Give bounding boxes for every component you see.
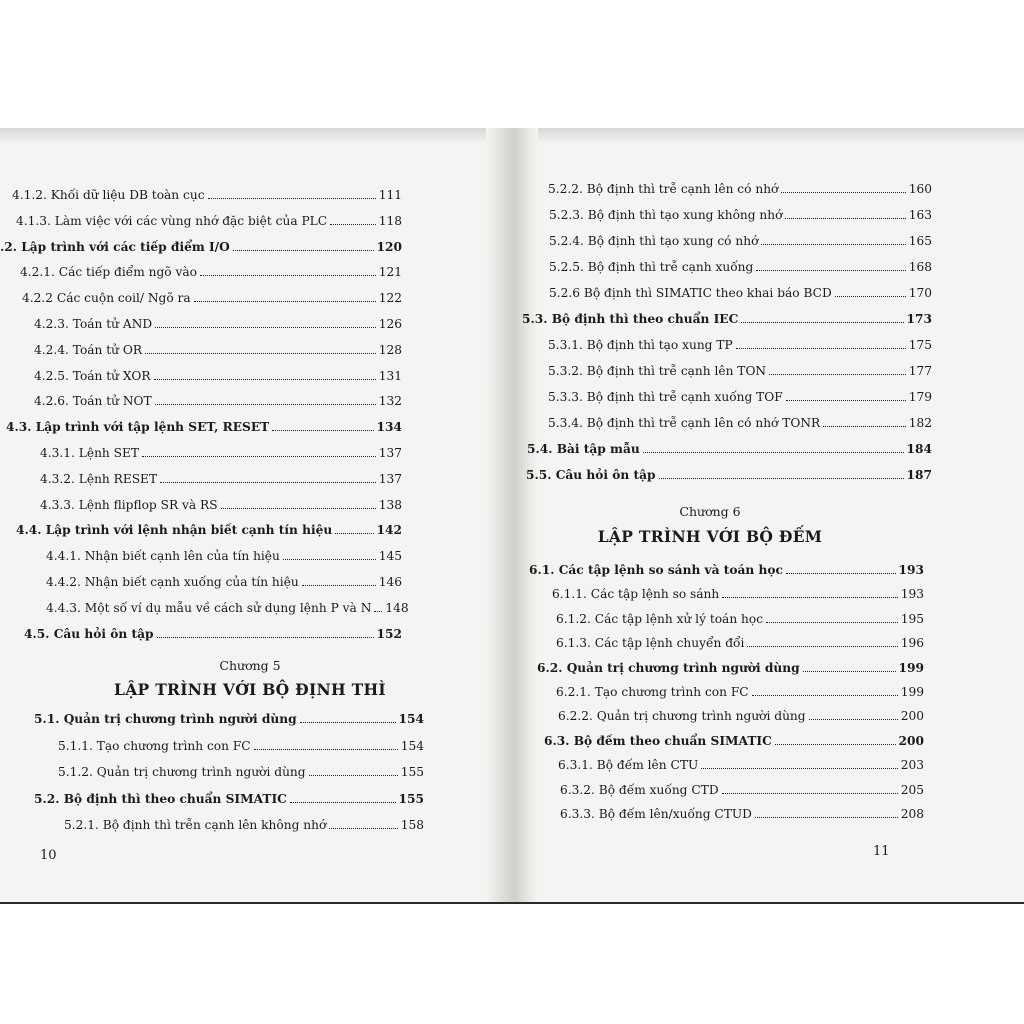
toc-entry-page: 200 [900,709,924,723]
toc-entry [522,312,932,326]
toc-entry-page: 196 [900,636,924,650]
toc-leader [809,719,898,720]
toc-entry [548,182,932,196]
toc-entry-page: 131 [378,369,402,383]
toc-entry-title: 5.3.4. Bộ định thì trễ cạnh lên có nhớ TONR [548,416,821,430]
toc-entry-page: 120 [376,240,402,254]
toc-entry-title: 6.1.2. Các tập lệnh xử lý toán học [556,612,764,626]
toc-entry-page: 200 [898,734,924,748]
toc-leader [309,775,398,776]
toc-entry-page: 173 [906,312,932,326]
toc-leader [752,695,898,696]
toc-entry-title: 5.5. Câu hỏi ôn tập [526,468,656,482]
toc-entry-page: 138 [378,498,402,512]
toc-entry [548,416,932,430]
toc-leader [785,218,905,219]
toc-leader [221,508,376,509]
toc-leader [659,478,904,479]
toc-entry-page: 137 [378,472,402,486]
toc-entry [529,563,924,577]
toc-entry [58,765,424,779]
toc-leader [145,353,376,354]
toc-leader [803,671,896,672]
toc-entry [0,240,402,254]
toc-entry [549,234,932,248]
toc-entry [556,636,924,650]
toc-entry [16,214,402,228]
toc-entry-title: 6.3. Bộ đếm theo chuẩn SIMATIC [544,734,772,748]
toc-leader [194,301,376,302]
toc-entry-page: 126 [378,317,402,331]
toc-entry-title: 5.2.2. Bộ định thì trễ cạnh lên có nhớ [548,182,779,196]
toc-entry-page: 154 [400,739,424,753]
toc-entry [526,468,932,482]
toc-leader [835,296,906,297]
toc-entry [34,343,402,357]
toc-entry-title: 5.2.5. Bộ định thì trễ cạnh xuống [549,260,754,274]
toc-leader [302,585,376,586]
toc-entry [16,523,402,537]
toc-entry-page: 146 [378,575,402,589]
toc-entry-page: 168 [908,260,932,274]
toc-leader [741,322,903,323]
toc-entry [548,364,932,378]
toc-entry [20,265,402,279]
toc-entry-page: 170 [908,286,932,300]
toc-entry [544,734,924,748]
page-number-right: 11 [873,844,890,859]
book-gutter [486,128,538,902]
toc-leader [272,430,373,431]
toc-leader [233,250,374,251]
toc-leader [290,802,396,803]
toc-leader [775,744,896,745]
toc-entry-page: 203 [900,758,924,772]
toc-entry-title: 5.3.3. Bộ định thì trễ cạnh xuống TOF [548,390,783,404]
toc-entry-title: 4.2.2 Các cuộn coil/ Ngõ ra [22,291,191,305]
toc-entry [34,712,424,726]
toc-entry-page: 155 [398,792,424,806]
toc-entry-title: 5.3.1. Bộ định thì tạo xung TP [548,338,733,352]
toc-entry-page: 122 [378,291,402,305]
toc-entry-title: 4.5. Câu hỏi ôn tập [24,627,154,641]
toc-entry-title: 6.3.3. Bộ đếm lên/xuống CTUD [560,807,752,821]
toc-leader [786,573,896,574]
toc-entry-page: 158 [400,818,424,832]
toc-entry [6,420,402,434]
toc-entry-title: 6.1. Các tập lệnh so sánh và toán học [529,563,783,577]
toc-entry [46,549,402,563]
toc-entry-title: 5.1.1. Tạo chương trình con FC [58,739,251,753]
toc-entry-page: 160 [908,182,932,196]
chapter-5-title: LẬP TRÌNH VỚI BỘ ĐỊNH THÌ [114,680,386,699]
toc-entry [46,575,402,589]
toc-leader [208,198,376,199]
toc-leader [160,482,376,483]
toc-entry-page: 111 [378,188,402,202]
toc-entry [556,685,924,699]
toc-leader [154,379,376,380]
toc-entry [527,442,932,456]
toc-leader [155,327,376,328]
toc-leader [786,400,906,401]
toc-entry-page: 163 [908,208,932,222]
toc-entry-title: 4.1.2. Khối dữ liệu DB toàn cục [12,188,205,202]
toc-entry-title: .2. Lập trình với các tiếp điểm I/O [0,240,230,254]
toc-entry-title: 4.3.1. Lệnh SET [40,446,140,460]
toc-entry-page: 184 [906,442,932,456]
toc-leader [254,749,398,750]
toc-entry-title: 4.2.6. Toán tử NOT [34,394,152,408]
toc-leader [756,270,905,271]
toc-entry-page: 134 [376,420,402,434]
toc-entry-page: 179 [908,390,932,404]
toc-leader [330,224,376,225]
toc-leader [781,192,905,193]
toc-leader [722,597,897,598]
toc-entry [40,446,402,460]
toc-entry-title: 5.3.2. Bộ định thì trễ cạnh lên TON [548,364,767,378]
toc-entry-page: 177 [908,364,932,378]
toc-entry-title: 4.4.1. Nhận biết cạnh lên của tín hiệu [46,549,280,563]
toc-entry-page: 208 [900,807,924,821]
toc-entry-title: 4.2.4. Toán tử OR [34,343,143,357]
toc-entry-title: 6.2.1. Tạo chương trình con FC [556,685,749,699]
toc-entry [560,807,924,821]
toc-entry-page: 137 [378,446,402,460]
toc-entry [46,601,409,615]
toc-leader [701,768,898,769]
toc-entry-title: 6.3.2. Bộ đếm xuống CTD [560,783,719,797]
toc-leader [747,646,897,647]
toc-entry-page: 142 [376,523,402,537]
toc-entry [12,188,402,202]
toc-entry [548,338,932,352]
toc-entry-title: 5.1. Quản trị chương trình người dùng [34,712,297,726]
toc-entry [64,818,424,832]
toc-entry [40,472,402,486]
toc-leader [157,637,374,638]
toc-entry-title: 4.1.3. Làm việc với các vùng nhớ đặc biệt của PLC [16,214,328,228]
toc-entry-title: 5.2.1. Bộ định thì trễn cạnh lên không nhớ [64,818,327,832]
chapter-6-label: Chương 6 [679,504,741,519]
toc-entry [548,390,932,404]
toc-entry [58,739,424,753]
toc-entry-title: 5.3. Bộ định thì theo chuẩn IEC [522,312,739,326]
toc-entry-page: 132 [378,394,402,408]
toc-entry-page: 121 [378,265,402,279]
toc-entry-title: 6.2. Quản trị chương trình người dùng [537,661,800,675]
toc-entry-title: 6.2.2. Quản trị chương trình người dùng [558,709,806,723]
toc-entry-title: 5.4. Bài tập mẫu [527,442,640,456]
toc-entry-title: 4.3.2. Lệnh RESET [40,472,158,486]
toc-entry-page: 155 [400,765,424,779]
toc-entry [556,612,924,626]
toc-entry-title: 6.1.1. Các tập lệnh so sánh [552,587,720,601]
toc-entry [549,208,932,222]
toc-entry-title: 4.4. Lập trình với lệnh nhận biết cạnh tín hiệu [16,523,333,537]
toc-leader [155,404,376,405]
toc-entry-title: 5.2. Bộ định thì theo chuẩn SIMATIC [34,792,287,806]
toc-leader [335,533,373,534]
toc-entry-page: 152 [376,627,402,641]
toc-entry-title: 5.2.4. Bộ định thì tạo xung có nhớ [549,234,759,248]
toc-leader [329,828,397,829]
toc-entry-title: 6.3.1. Bộ đếm lên CTU [558,758,699,772]
toc-leader [823,426,906,427]
toc-leader [761,244,905,245]
toc-leader [283,559,376,560]
toc-entry-page: 199 [898,661,924,675]
toc-leader [300,722,396,723]
toc-entry [22,291,402,305]
toc-entry-title: 6.1.3. Các tập lệnh chuyển đổi [556,636,745,650]
toc-entry [558,758,924,772]
page-number-left: 10 [40,848,57,863]
toc-entry-page: 187 [906,468,932,482]
toc-entry-page: 195 [900,612,924,626]
toc-entry-page: 165 [908,234,932,248]
toc-entry [34,317,402,331]
toc-entry-page: 175 [908,338,932,352]
toc-leader [769,374,906,375]
toc-leader [722,793,898,794]
chapter-5-label: Chương 5 [219,658,281,673]
toc-leader [374,611,382,612]
toc-leader [755,817,898,818]
toc-entry-page: 128 [378,343,402,357]
toc-entry-title: 4.3. Lập trình với tập lệnh SET, RESET [6,420,270,434]
toc-leader [736,348,906,349]
toc-entry-page: 193 [898,563,924,577]
toc-leader [142,456,376,457]
toc-entry-title: 5.1.2. Quản trị chương trình người dùng [58,765,306,779]
toc-leader [766,622,898,623]
toc-entry [549,260,932,274]
toc-entry [560,783,924,797]
toc-entry [552,587,924,601]
chapter-6-title: LẬP TRÌNH VỚI BỘ ĐẾM [597,527,823,546]
toc-entry [549,286,932,300]
toc-entry-page: 154 [398,712,424,726]
toc-entry-page: 182 [908,416,932,430]
toc-entry-page: 205 [900,783,924,797]
toc-entry-page: 193 [900,587,924,601]
toc-entry [558,709,924,723]
toc-leader [200,275,376,276]
toc-entry [34,792,424,806]
toc-entry [24,627,402,641]
toc-entry-title: 4.2.5. Toán tử XOR [34,369,151,383]
toc-entry-title: 4.3.3. Lệnh flipflop SR và RS [40,498,218,512]
toc-entry [34,394,402,408]
toc-entry-title: 4.4.3. Một số ví dụ mẫu về cách sử dụng lệnh P và N [46,601,372,615]
toc-entry-title: 5.2.3. Bộ định thì tạo xung không nhớ [549,208,783,222]
toc-entry [34,369,402,383]
toc-entry-page: 118 [378,214,402,228]
toc-entry-page: 199 [900,685,924,699]
toc-leader [643,452,904,453]
toc-entry-title: 4.2.1. Các tiếp điểm ngõ vào [20,265,197,279]
toc-entry-page: 148 [385,601,409,615]
toc-entry [40,498,402,512]
toc-entry-title: 4.2.3. Toán tử AND [34,317,153,331]
toc-entry-title: 4.4.2. Nhận biết cạnh xuống của tín hiệu [46,575,299,589]
toc-entry [537,661,924,675]
toc-entry-title: 5.2.6 Bộ định thì SIMATIC theo khai báo BCD [549,286,832,300]
toc-entry-page: 145 [378,549,402,563]
